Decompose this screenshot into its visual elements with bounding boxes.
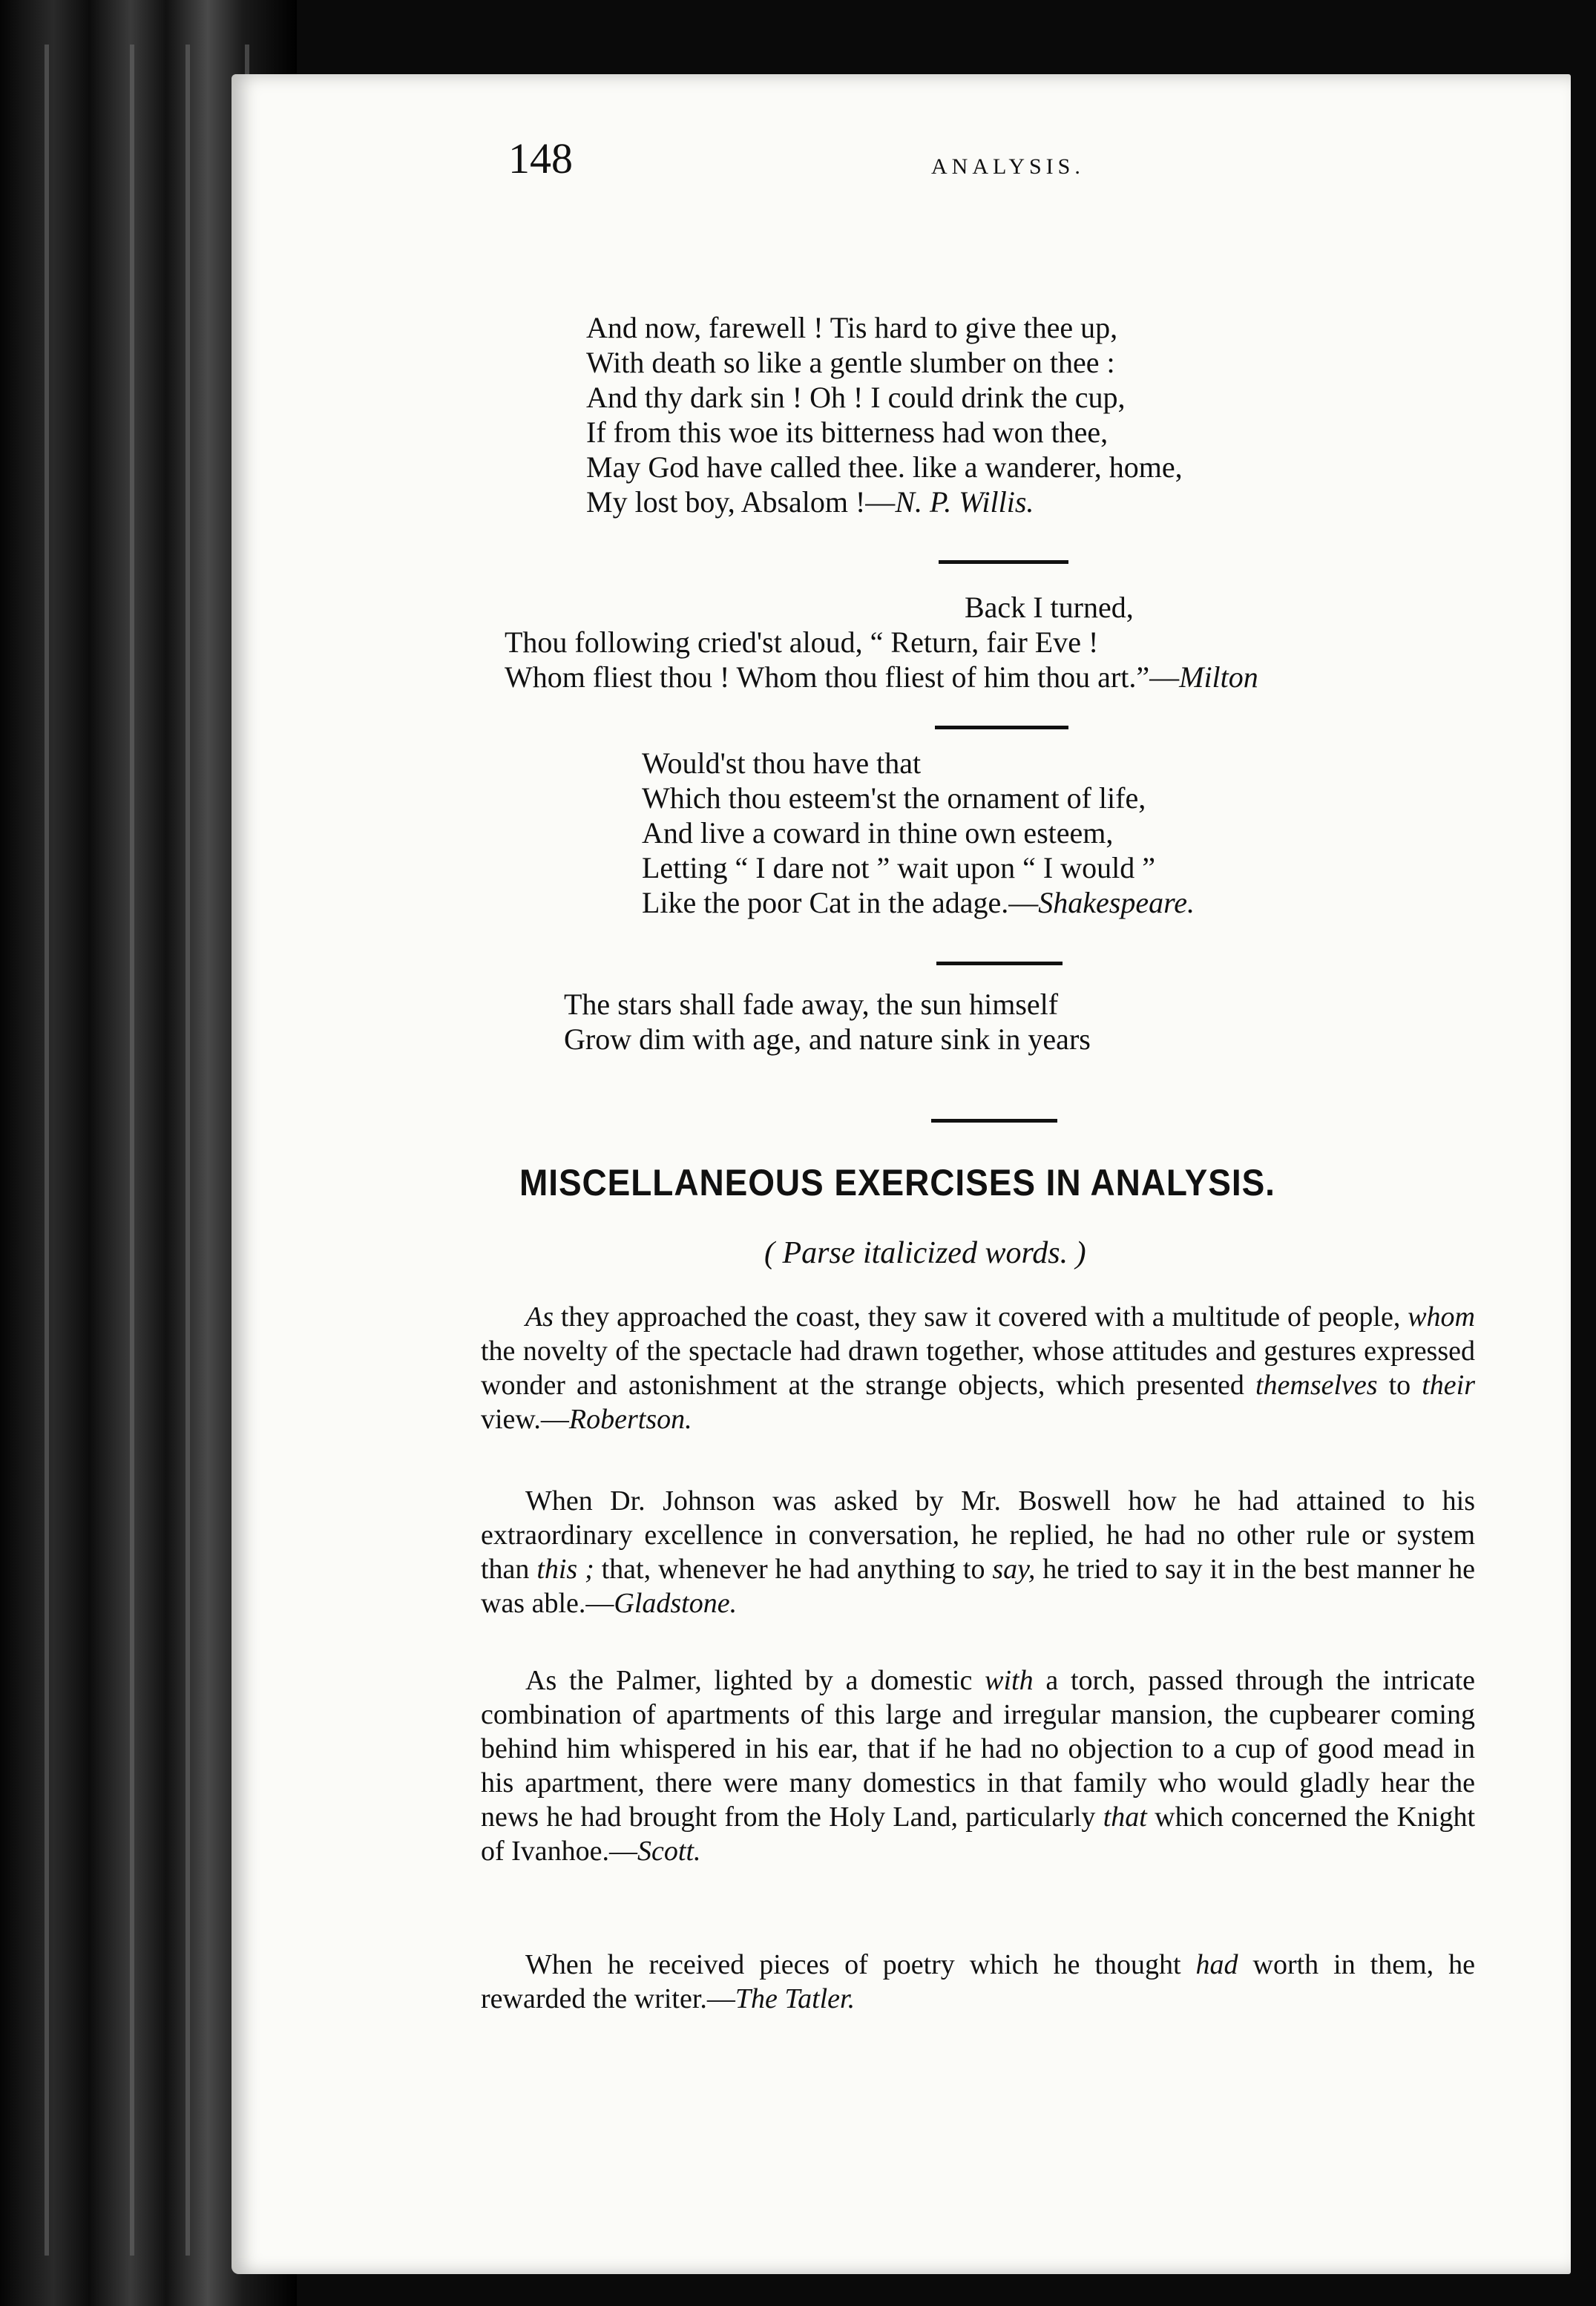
attribution: Scott. bbox=[637, 1836, 701, 1867]
spine-edge-line bbox=[45, 45, 49, 2256]
excerpt-stars bbox=[564, 987, 1091, 1057]
verse-text: My lost boy, Absalom !— bbox=[586, 485, 896, 519]
verse-line: Which thou esteem'st the ornament of life, bbox=[642, 781, 1146, 815]
verse-line: Back I turned, bbox=[965, 591, 1134, 624]
section-heading: MISCELLANEOUS EXERCISES IN ANALYSIS. bbox=[519, 1162, 1275, 1203]
verse-line bbox=[642, 885, 1195, 920]
verse-text: Like the poor Cat in the adage.— bbox=[642, 886, 1039, 919]
exercise-paragraph bbox=[481, 1300, 1475, 1436]
attribution: Robertson. bbox=[568, 1404, 692, 1435]
italic-word: As bbox=[525, 1301, 554, 1333]
excerpt-shakespeare bbox=[642, 746, 1195, 920]
attribution: Shakespeare. bbox=[1038, 886, 1195, 919]
italic-word: this ; bbox=[536, 1554, 594, 1585]
italic-word: say, bbox=[992, 1554, 1036, 1585]
running-title: ANALYSIS. bbox=[931, 154, 1085, 179]
paragraph-text: a torch, passed through the intricate combination of apartments of this large and irregular mansion, the cupbearer coming behind him whispered in his ear, that if he had no objection to a cup of good mead in his apartment, there were many domestics in that family who would gladly hear the news he had brought from the Holy Land, particularly bbox=[481, 1665, 1475, 1833]
verse-line: And thy dark sin ! Oh ! I could drink the cup, bbox=[586, 381, 1126, 414]
verse-text: Whom fliest thou ! Whom thou fliest of him thou art.”— bbox=[505, 660, 1180, 694]
attribution: The Tatler. bbox=[735, 1983, 856, 2014]
paragraph-text: they approached the coast, they saw it covered with a multitude of people, bbox=[554, 1301, 1408, 1333]
spine-edge-line bbox=[185, 45, 190, 2256]
poem-absalom bbox=[586, 310, 1183, 519]
verse-line: Would'st thou have that bbox=[642, 746, 922, 780]
attribution: N. P. Willis. bbox=[895, 485, 1034, 519]
verse-line bbox=[505, 660, 1258, 694]
exercise-paragraph bbox=[481, 1663, 1475, 1868]
verse-line: And now, farewell ! Tis hard to give thee up, bbox=[586, 311, 1118, 344]
verse-line bbox=[586, 484, 1183, 519]
verse-line: The stars shall fade away, the sun himself bbox=[564, 988, 1059, 1021]
italic-word: with bbox=[985, 1665, 1034, 1696]
verse-line: If from this woe its bitterness had won thee, bbox=[586, 415, 1109, 449]
verse-line: Grow dim with age, and nature sink in years bbox=[564, 1022, 1091, 1056]
paragraph-text: view.— bbox=[481, 1404, 569, 1435]
paragraph-text: When Dr. Johnson was asked by Mr. Boswell how he had attained to his extraordinary excellence in conversation, he replied, he had no other rule or system than bbox=[481, 1485, 1475, 1585]
verse-line: May God have called thee. like a wanderer, home, bbox=[586, 450, 1183, 484]
paragraph-text: he tried to say it in the best manner he was able.— bbox=[481, 1554, 1475, 1619]
page-number: 148 bbox=[508, 134, 573, 183]
spine-edge-line bbox=[130, 45, 134, 2256]
italic-word: themselves bbox=[1255, 1370, 1378, 1401]
attribution: Gladstone. bbox=[614, 1588, 738, 1619]
section-subheading: ( Parse italicized words. ) bbox=[764, 1236, 1086, 1270]
paragraph-text: that, whenever he had anything to bbox=[594, 1554, 993, 1585]
verse-line: Letting “ I dare not ” wait upon “ I would ” bbox=[642, 851, 1155, 884]
attribution: Milton bbox=[1179, 660, 1258, 694]
verse-line: With death so like a gentle slumber on thee : bbox=[586, 346, 1115, 379]
paragraph-text: which concerned the Knight of Ivanhoe.— bbox=[481, 1801, 1475, 1867]
section-divider bbox=[936, 962, 1063, 965]
italic-word: whom bbox=[1408, 1301, 1475, 1333]
italic-word: that bbox=[1103, 1801, 1147, 1833]
section-divider bbox=[931, 1119, 1057, 1123]
exercise-paragraph bbox=[481, 1484, 1475, 1620]
section-divider bbox=[935, 726, 1068, 729]
paragraph-text: As the Palmer, lighted by a domestic bbox=[525, 1665, 985, 1696]
paragraph-text: worth in them, he rewarded the writer.— bbox=[481, 1949, 1475, 2014]
section-divider bbox=[939, 560, 1068, 564]
exercise-paragraph bbox=[481, 1948, 1475, 2016]
italic-word: their bbox=[1422, 1370, 1475, 1401]
verse-line: Thou following cried'st aloud, “ Return, fair Eve ! bbox=[505, 625, 1099, 659]
verse-line: And live a coward in thine own esteem, bbox=[642, 816, 1114, 850]
paragraph-text: When he received pieces of poetry which he thought bbox=[525, 1949, 1196, 1980]
paragraph-text: the novelty of the spectacle had drawn together, whose attitudes and gestures expressed wonder and astonishment at the strange objects, which presented bbox=[481, 1336, 1475, 1401]
italic-word: had bbox=[1195, 1949, 1238, 1980]
paragraph-text: to bbox=[1377, 1370, 1422, 1401]
